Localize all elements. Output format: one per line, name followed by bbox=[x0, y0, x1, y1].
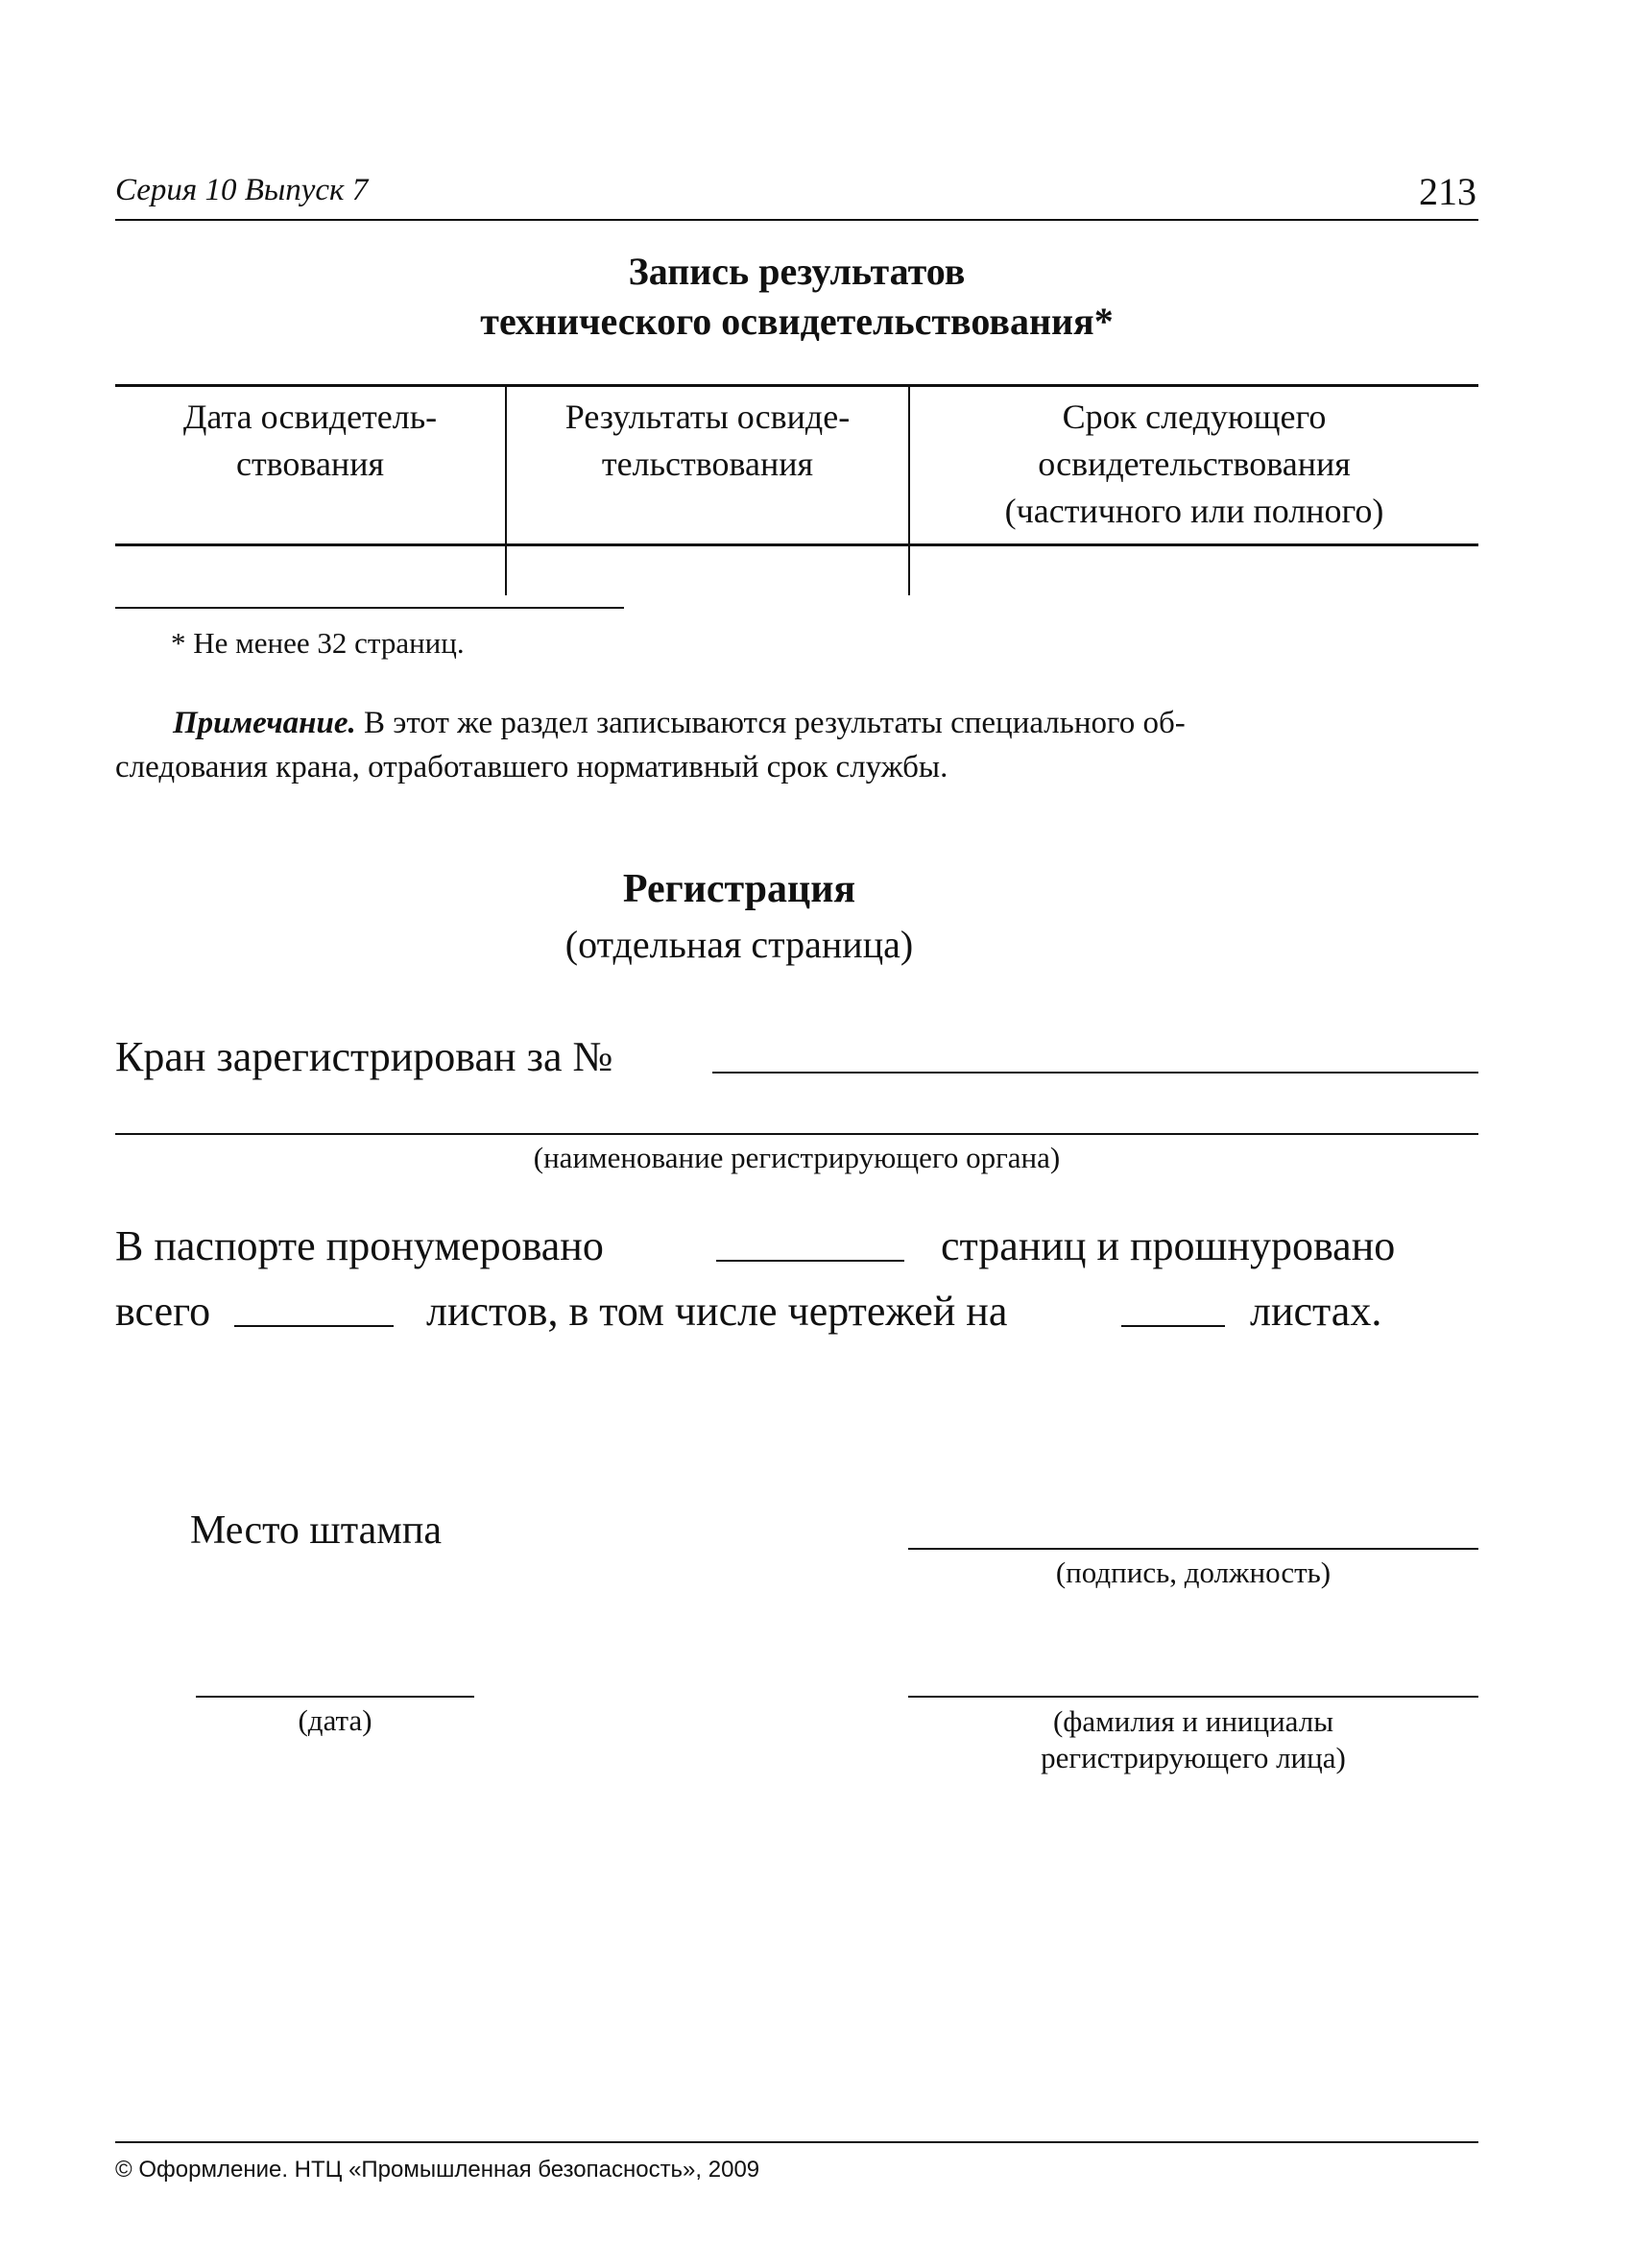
section-title-line1: Запись результатов bbox=[628, 250, 966, 293]
registration-title: Регистрация bbox=[622, 867, 856, 911]
sheets-text-b: листов, в том числе чертежей на bbox=[426, 1288, 1008, 1335]
sheets-text-a: всего bbox=[115, 1288, 211, 1335]
registration-number-line[interactable] bbox=[712, 1072, 1478, 1074]
sheets-text-c: листах. bbox=[1250, 1288, 1382, 1335]
pages-count-line[interactable] bbox=[716, 1260, 904, 1262]
authority-caption: (наименование регистрирующего органа) bbox=[533, 1141, 1061, 1174]
table-top-rule bbox=[115, 384, 1478, 387]
column-header-next-line3: (частичного или полного) bbox=[1004, 492, 1384, 530]
page-number: 213 bbox=[1419, 170, 1476, 213]
section-title-line2: технического освидетельствования* bbox=[480, 300, 1114, 343]
sheets-count-line[interactable] bbox=[234, 1325, 394, 1327]
pages-text-a: В паспорте пронумеровано bbox=[115, 1222, 604, 1269]
note-text-1: В этот же раздел записываются результаты специального об- bbox=[355, 706, 1186, 740]
name-caption-line2: регистрирующего лица) bbox=[1041, 1741, 1346, 1774]
series-label: Серия 10 Выпуск 7 bbox=[115, 173, 369, 207]
name-line[interactable] bbox=[908, 1696, 1478, 1698]
signature-caption: (подпись, должность) bbox=[1055, 1556, 1332, 1589]
column-header-next-line2: освидетельствования bbox=[1038, 445, 1351, 483]
footnote-rule bbox=[115, 607, 624, 609]
note-line2: следования крана, отработавшего нормативный срок службы. bbox=[115, 750, 948, 784]
signature-line[interactable] bbox=[908, 1548, 1478, 1550]
header-rule bbox=[115, 219, 1478, 221]
date-caption: (дата) bbox=[298, 1703, 372, 1737]
column-header-next-date bbox=[910, 394, 1478, 535]
authority-line[interactable] bbox=[115, 1133, 1478, 1135]
name-caption bbox=[908, 1703, 1478, 1776]
column-header-date bbox=[115, 394, 505, 488]
column-header-results-line1: Результаты освиде- bbox=[564, 398, 851, 436]
column-header-date-line1: Дата освидетель- bbox=[182, 398, 438, 436]
date-line[interactable] bbox=[196, 1696, 474, 1698]
footnote: * Не менее 32 страниц. bbox=[171, 626, 465, 660]
note-label: Примечание. bbox=[173, 706, 356, 740]
column-header-next-line1: Срок следующего bbox=[1062, 398, 1327, 436]
note bbox=[115, 701, 1392, 789]
pages-text-b: страниц и прошнуровано bbox=[941, 1222, 1396, 1269]
column-header-results-line2: тельствования bbox=[601, 445, 814, 483]
note-line1 bbox=[173, 701, 1392, 745]
registered-label: Кран зарегистрирован за № bbox=[115, 1033, 613, 1080]
name-caption-line1: (фамилия и инициалы bbox=[1052, 1704, 1334, 1738]
drawings-count-line[interactable] bbox=[1121, 1325, 1225, 1327]
copyright: © Оформление. НТЦ «Промышленная безопасность», 2009 bbox=[115, 2157, 760, 2183]
column-header-results bbox=[507, 394, 908, 488]
registration-subtitle: (отдельная страница) bbox=[564, 923, 914, 966]
table-header-rule bbox=[115, 543, 1478, 546]
column-header-date-line2: ствования bbox=[235, 445, 385, 483]
stamp-label: Место штампа bbox=[190, 1508, 442, 1553]
footer-rule bbox=[115, 2141, 1478, 2143]
